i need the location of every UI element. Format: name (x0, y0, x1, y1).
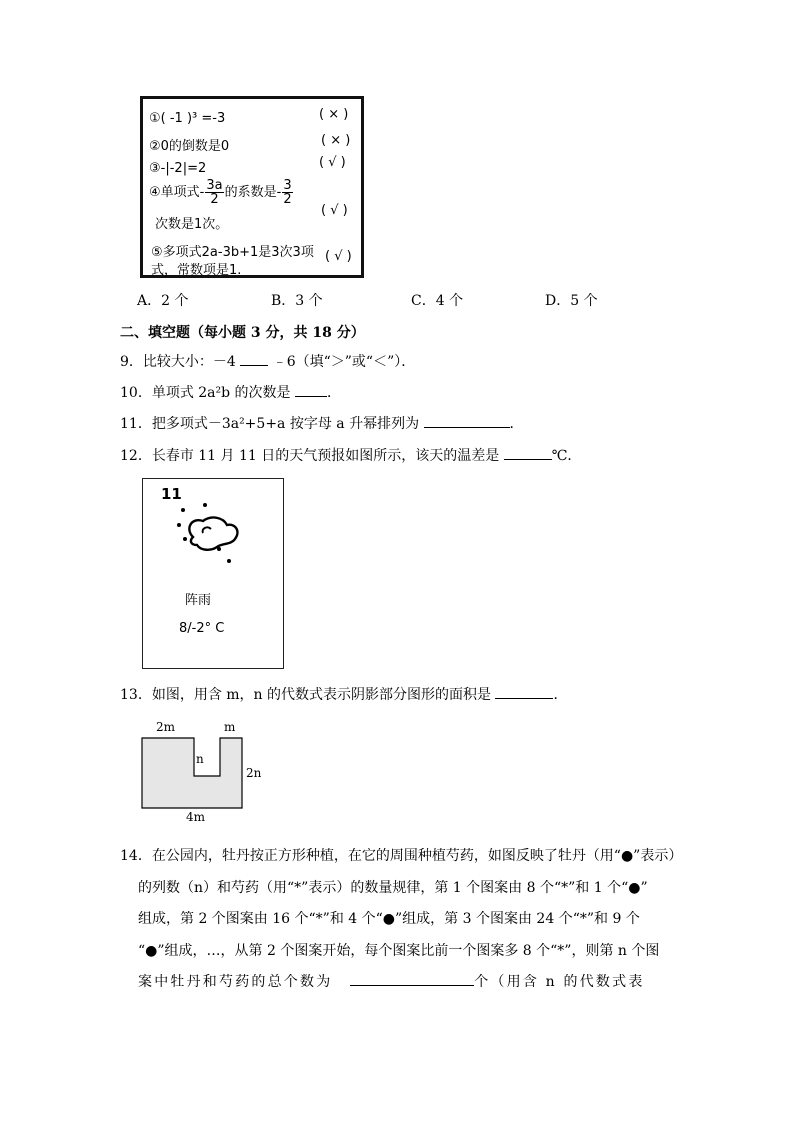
question-14-line4: “●”组成，…，从第 2 个图案开始，每个图案比前一个图案多 8 个“*”，则第 n 个图 (138, 942, 660, 959)
label-2m: 2m (156, 720, 176, 734)
label-2n: 2n (246, 766, 262, 780)
question-14-line5: 案中牡丹和芍药的总个数为 个（用含 n 的代数式表 (138, 974, 645, 990)
statement-5-line2: 式，常数项是1. (151, 263, 242, 278)
question-12: 12．长春市 11 月 11 日的天气预报如图所示，该天的温差是 ℃． (120, 448, 582, 464)
weather-temperature: 8/-2° C (179, 621, 225, 636)
question-14-line1: 14．在公园内，牡丹按正方形种植，在它的周围种植芍药，如图反映了牡丹（用“●”表示） (120, 848, 683, 864)
statement-1: ①( -1 )³ =-3 (149, 111, 226, 126)
answer-blank-9[interactable] (240, 353, 268, 366)
statement-3: ③-|-2|=2 (149, 161, 207, 176)
choice-c: C．4 个 (411, 293, 464, 309)
statement-4-line2: 次数是1次。 (155, 217, 229, 232)
answer-blank-13[interactable] (495, 686, 553, 699)
shower-icon (171, 499, 251, 569)
fraction-3a-over-2: $\frac{3a}{2}$ (206, 178, 223, 207)
statement-box (140, 96, 364, 278)
question-10: 10．单项式 2a²b 的次数是 ． (120, 385, 341, 401)
answer-blank-11[interactable] (424, 415, 510, 428)
question-14 (120, 841, 683, 999)
statement-5-mark: ( √ ) (325, 249, 352, 264)
question-9: 9．比较大小：－4 ﹣6（填“＞”或“＜”）． (120, 354, 416, 370)
statement-2-mark: ( × ) (321, 133, 351, 148)
weather-description: 阵雨 (185, 593, 212, 608)
choice-a: A．2 个 (137, 293, 189, 309)
statement-4: ④单项式- $\frac{3a}{2}$ 的系数是- $\frac{3}{2}$ (149, 178, 292, 207)
statement-2: ②0的倒数是0 (149, 139, 230, 154)
label-n: n (196, 752, 204, 766)
statement-3-mark: ( √ ) (319, 155, 346, 170)
choice-b: B．3 个 (271, 293, 323, 309)
answer-blank-14[interactable] (350, 973, 474, 986)
weather-day: 11 (161, 485, 182, 503)
choice-d: D．5 个 (545, 293, 598, 309)
question-14-line2: 的列数（n）和芍药（用“*”表示）的数量规律，第 1 个图案由 8 个“*”和 1 个“●” (138, 879, 648, 896)
weather-forecast-card (142, 478, 284, 669)
section-title: 二、填空题（每小题 3 分，共 18 分） (120, 325, 365, 341)
answer-blank-10[interactable] (295, 384, 327, 397)
statement-4-mark: ( √ ) (321, 203, 348, 218)
label-m: m (224, 720, 236, 734)
statement-5: ⑤多项式2a-3b+1是3次3项 (151, 245, 314, 260)
statement-1-mark: ( × ) (319, 107, 349, 122)
label-4m: 4m (186, 810, 206, 824)
fraction-3-over-2: $\frac{3}{2}$ (283, 178, 292, 207)
question-14-line3: 组成，第 2 个图案由 16 个“*”和 4 个“●”组成，第 3 个图案由 24 个“*”和 9 个 (138, 911, 640, 927)
question-11: 11．把多项式－3a²+5+a 按字母 a 升幂排列为 ． (120, 416, 524, 432)
question-13: 13．如图，用含 m，n 的代数式表示阴影部分图形的面积是 ． (120, 687, 568, 703)
answer-blank-12[interactable] (504, 447, 552, 460)
